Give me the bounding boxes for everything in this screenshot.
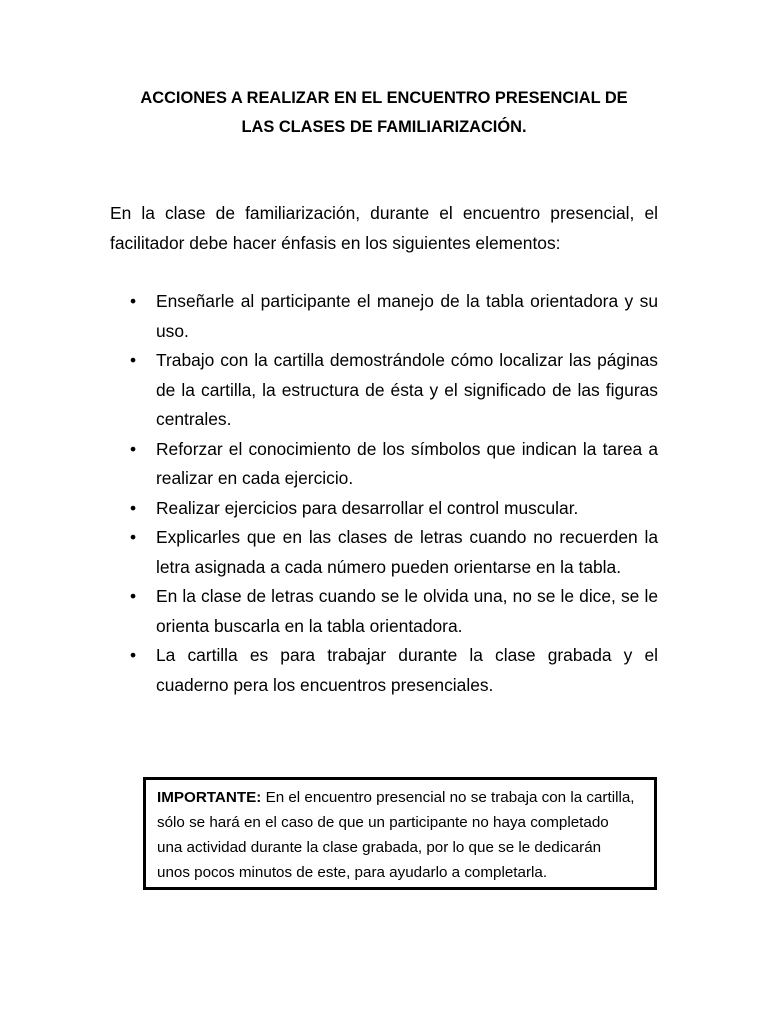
bullet-text: Reforzar el conocimiento de los símbolos que indican la tarea a realizar en cada ejercicio. — [156, 438, 658, 488]
bullet-text: Explicarles que en las clases de letras cuando no recuerden la letra asignada a cada número pueden orientarse en la tabla. — [156, 527, 658, 577]
bullet-text: Enseñarle al participante el manejo de la tabla orientadora y su uso. — [156, 291, 658, 341]
important-text-line-1: En el encuentro presencial no se trabaja con la cartilla, — [261, 789, 635, 806]
important-note-box — [143, 777, 657, 890]
bullet-item-2 — [110, 346, 658, 435]
important-text-line-2: sólo se hará en el caso de que un participante no haya completado — [157, 814, 609, 831]
important-text-line-4: unos pocos minutos de este, para ayudarlo a completarla. — [157, 864, 548, 881]
important-text-line-3: una actividad durante la clase grabada, por lo que se le dedicarán — [157, 839, 602, 856]
bullet-icon: • — [130, 291, 137, 311]
bullet-icon: • — [130, 497, 137, 518]
document-title-line-1: ACCIONES A REALIZAR EN EL ENCUENTRO PRESENCIAL DE — [140, 89, 628, 107]
bullet-item-4 — [110, 494, 658, 524]
bullet-item-7 — [110, 641, 658, 700]
bullet-text: La cartilla es para trabajar durante la clase grabada y el cuaderno pera los encuentros presenciales. — [156, 645, 658, 695]
intro-paragraph: En la clase de familiarización, durante el encuentro presencial, el facilitador debe hacer énfasis en los siguientes elementos: — [110, 203, 658, 253]
bullet-icon: • — [130, 527, 137, 547]
bullet-text: En la clase de letras cuando se le olvida una, no se le dice, se le orienta buscarla en la tabla orientadora. — [156, 586, 658, 636]
important-label: IMPORTANTE: — [157, 789, 262, 806]
bullet-text: Trabajo con la cartilla demostrándole cómo localizar las páginas de la cartilla, la estructura de ésta y el significado de las figuras centrales. — [156, 350, 658, 429]
document-title-line-2: LAS CLASES DE FAMILIARIZACIÓN. — [241, 118, 527, 136]
document-title — [100, 84, 668, 142]
bullet-item-3 — [110, 435, 658, 494]
bullet-icon: • — [130, 645, 137, 665]
bullet-item-5 — [110, 523, 658, 582]
bullet-item-1 — [110, 287, 658, 346]
bullet-icon: • — [130, 438, 137, 459]
bullet-list — [110, 287, 658, 700]
bullet-icon: • — [130, 350, 137, 370]
bullet-text: Realizar ejercicios para desarrollar el control muscular. — [156, 497, 579, 518]
bullet-item-6 — [110, 582, 658, 641]
bullet-icon: • — [130, 586, 137, 606]
